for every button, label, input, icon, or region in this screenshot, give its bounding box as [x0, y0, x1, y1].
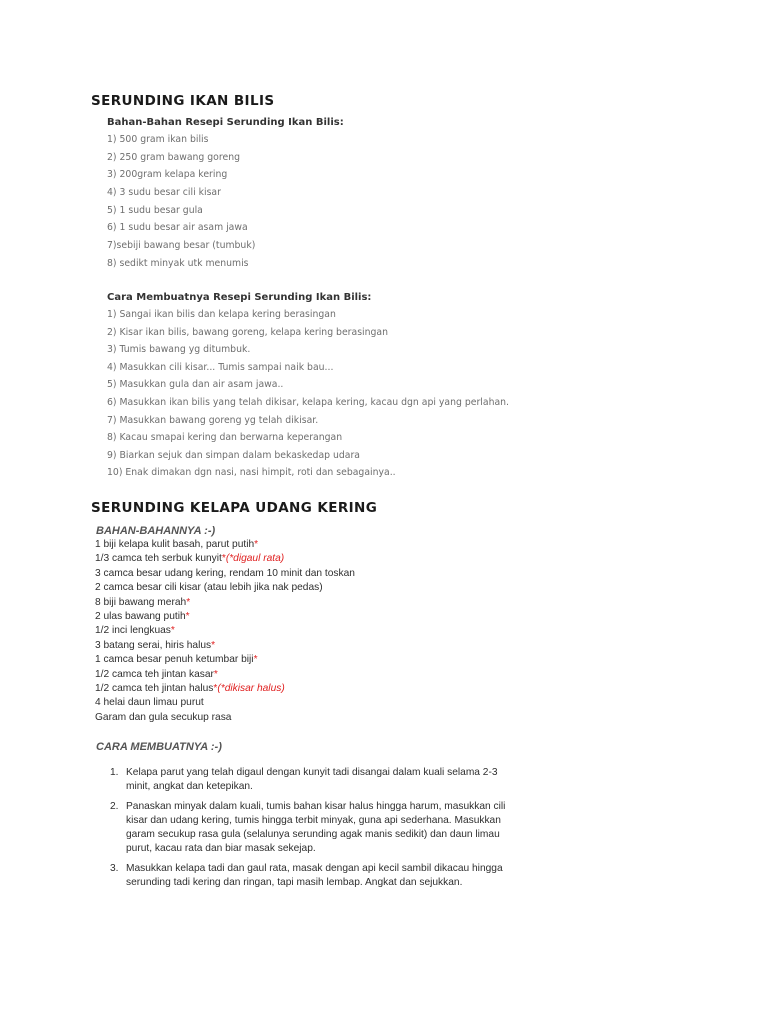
ingredient-text: 2 ulas bawang putih [95, 610, 186, 622]
ingredient-text: 8 biji bawang merah [95, 596, 187, 608]
recipe1-title: SERUNDING IKAN BILIS [91, 93, 275, 109]
list-item [110, 862, 520, 891]
list-item: 1) 500 gram ikan bilis [107, 134, 209, 145]
list-item: 5) Masukkan gula dan air asam jawa.. [107, 379, 284, 391]
recipe1-steps-list [107, 306, 509, 482]
list-item: 6) Masukkan ikan bilis yang telah dikisar, kelapa kering, kacau dgn api yang perlahan. [107, 396, 510, 408]
recipe2-steps-list [110, 766, 520, 895]
list-item [95, 653, 355, 667]
list-item: 9) Biarkan sejuk dan simpan dalam bekaskedap udara [107, 449, 361, 461]
recipe1-ingredients-heading: Bahan-Bahan Resepi Serunding Ikan Bilis: [107, 117, 344, 128]
list-item [95, 711, 355, 725]
list-item [110, 766, 520, 795]
recipe2-steps-heading: CARA MEMBUATNYA :-) [96, 741, 222, 753]
list-item: 3) Tumis bawang yg ditumbuk. [107, 344, 251, 356]
ingredient-asterisk: * [254, 539, 259, 550]
list-item: 8) sedikt minyak utk menumis [107, 257, 249, 269]
list-item: 7)sebiji bawang besar (tumbuk) [107, 240, 256, 252]
list-item [95, 610, 355, 624]
ingredient-text: 1 biji kelapa kulit basah, parut putih [95, 539, 255, 550]
ingredient-asterisk: * [213, 682, 218, 694]
list-item [95, 552, 355, 566]
list-item [95, 639, 355, 653]
list-item: 2) Kisar ikan bilis, bawang goreng, kelapa kering berasingan [107, 326, 389, 338]
ingredient-asterisk: * [253, 654, 258, 666]
ingredient-text: 3 batang serai, hiris halus [95, 639, 212, 651]
list-item: 4) 3 sudu besar cili kisar [107, 187, 221, 199]
ingredient-asterisk: * [185, 610, 190, 622]
recipe2-ingredients-heading: BAHAN-BAHANNYA :-) [96, 525, 216, 537]
list-item [95, 538, 355, 552]
step-text: Panaskan minyak dalam kuali, tumis bahan kisar halus hingga harum, masukkan cili kisar dan udang kering, tumis hingga terbit minyak, guna api sederhana. Masukkan garam secukup rasa gula (selalunya serunding agak manis sedikit) dan daun limau purut, kacau rata dan biar masak sekejap. [126, 800, 506, 855]
list-item: 2) 250 gram bawang goreng [107, 151, 240, 163]
ingredient-note: (*dikisar halus) [217, 682, 285, 694]
list-item [95, 581, 355, 595]
ingredient-note: (*digaul rata) [225, 553, 285, 565]
list-item [95, 682, 355, 696]
ingredient-asterisk: * [211, 639, 216, 651]
step-number: 3. [110, 862, 119, 874]
step-text: Kelapa parut yang telah digaul dengan kunyit tadi disangai dalam kuali selama 2-3 minit, angkat dan ketepikan. [126, 767, 498, 793]
list-item [95, 696, 355, 710]
ingredient-text: Garam dan gula secukup rasa [95, 711, 232, 723]
ingredient-text: 3 camca besar udang kering, rendam 10 minit dan toskan [95, 567, 355, 579]
list-item [110, 800, 520, 857]
list-item [95, 567, 355, 581]
ingredient-asterisk: * [170, 625, 175, 637]
list-item: 1) Sangai ikan bilis dan kelapa kering berasingan [107, 309, 336, 320]
recipe1-steps-heading: Cara Membuatnya Resepi Serunding Ikan Bilis: [107, 292, 372, 303]
ingredient-text: 1/2 camca teh jintan kasar [95, 668, 214, 680]
ingredient-asterisk: * [213, 668, 218, 680]
list-item: 7) Masukkan bawang goreng yg telah dikisar. [107, 414, 319, 426]
list-item: 10) Enak dimakan dgn nasi, nasi himpit, roti dan sebagainya.. [107, 467, 396, 479]
step-text: Masukkan kelapa tadi dan gaul rata, masak dengan api kecil sambil dikacau hingga serunding tadi kering dan ringan, tapi masih lembap. Angkat dan sejukkan. [126, 862, 503, 889]
list-item: 6) 1 sudu besar air asam jawa [107, 222, 248, 234]
list-item: 8) Kacau smapai kering dan berwarna keperangan [107, 432, 343, 444]
ingredient-text: 4 helai daun limau purut [95, 697, 204, 709]
ingredient-asterisk: * [221, 553, 226, 565]
ingredient-text: 2 camca besar cili kisar (atau lebih jika nak pedas) [95, 582, 323, 594]
step-number: 2. [110, 800, 119, 812]
list-item [95, 596, 355, 610]
ingredient-asterisk: * [186, 596, 191, 608]
recipe2-ingredients-list [95, 538, 355, 725]
ingredient-text: 1 camca besar penuh ketumbar biji [95, 654, 254, 666]
list-item [95, 624, 355, 638]
step-number: 1. [110, 767, 119, 778]
list-item [95, 668, 355, 682]
ingredient-text: 1/2 inci lengkuas [95, 625, 171, 637]
list-item: 3) 200gram kelapa kering [107, 169, 228, 181]
recipe1-ingredients-list [107, 131, 255, 273]
list-item: 5) 1 sudu besar gula [107, 204, 203, 216]
ingredient-text: 1/3 camca teh serbuk kunyit [95, 553, 222, 565]
ingredient-text: 1/2 camca teh jintan halus [95, 682, 214, 694]
list-item: 4) Masukkan cili kisar... Tumis sampai naik bau... [107, 361, 334, 373]
recipe2-title: SERUNDING KELAPA UDANG KERING [91, 500, 378, 516]
